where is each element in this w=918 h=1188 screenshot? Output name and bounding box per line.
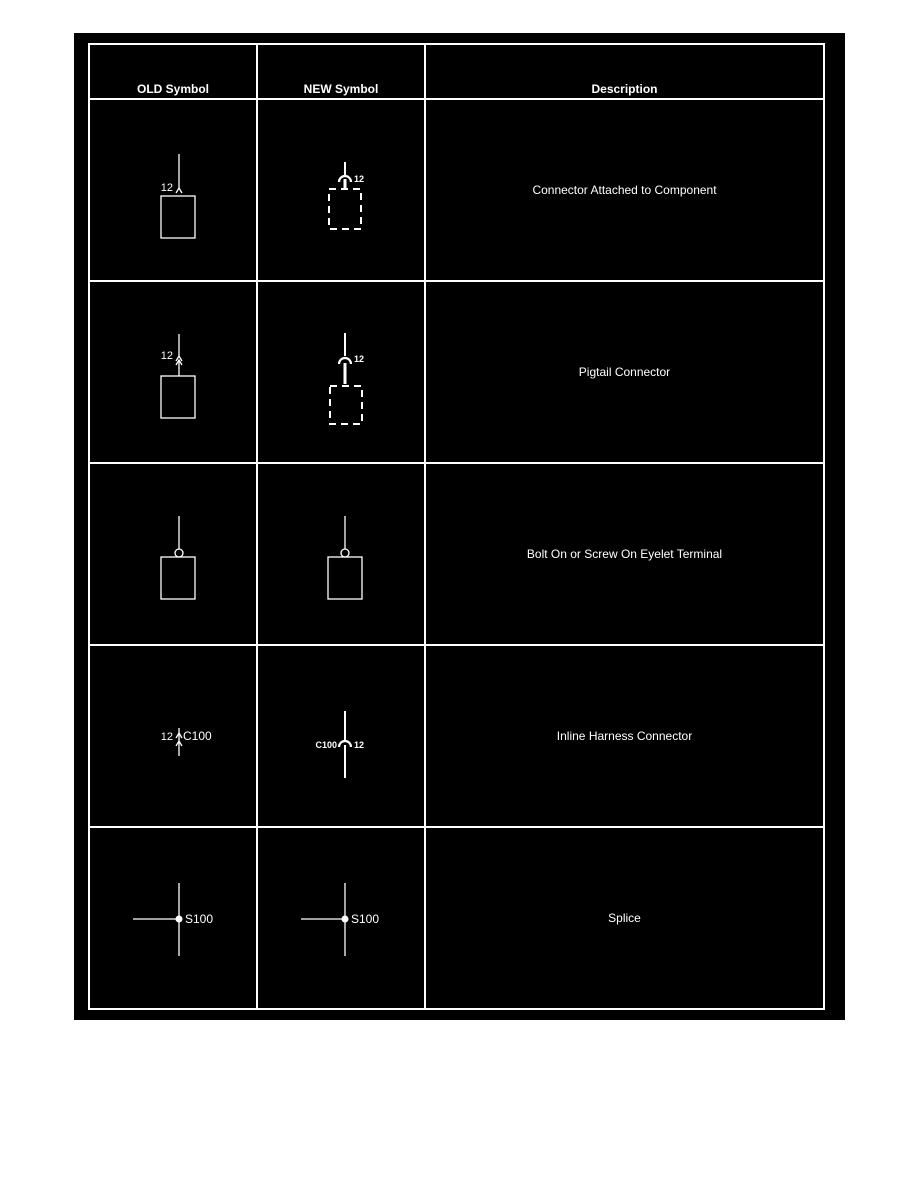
header-row bbox=[89, 44, 824, 99]
old-symbol-cell bbox=[89, 645, 257, 827]
symbol-table-panel bbox=[74, 33, 845, 1020]
splice-id-label: S100 bbox=[351, 912, 380, 926]
eyelet-terminal-old-symbol bbox=[93, 466, 253, 642]
old-symbol-cell bbox=[89, 827, 257, 1009]
inline-harness-old-symbol bbox=[93, 648, 253, 824]
connector-attached-old-symbol bbox=[93, 102, 253, 278]
header-old-symbol: OLD Symbol bbox=[89, 44, 257, 99]
description-cell: Pigtail Connector bbox=[425, 281, 824, 463]
new-symbol-cell bbox=[257, 281, 425, 463]
table-row bbox=[89, 463, 824, 645]
pin-number-label: 12 bbox=[160, 731, 173, 743]
old-symbol-cell bbox=[89, 99, 257, 281]
connector-attached-new-symbol bbox=[261, 102, 421, 278]
table-row bbox=[89, 645, 824, 827]
new-symbol-cell bbox=[257, 645, 425, 827]
new-symbol-cell bbox=[257, 99, 425, 281]
description-cell: Inline Harness Connector bbox=[425, 645, 824, 827]
old-symbol-cell bbox=[89, 281, 257, 463]
table-row bbox=[89, 827, 824, 1009]
description-cell: Splice bbox=[425, 827, 824, 1009]
pin-number-label: 12 bbox=[354, 740, 365, 750]
pin-number-label: 12 bbox=[160, 182, 173, 194]
pin-number-label: 12 bbox=[354, 174, 365, 184]
connector-id-label: C100 bbox=[315, 740, 337, 750]
header-description: Description bbox=[425, 44, 824, 99]
old-symbol-cell bbox=[89, 463, 257, 645]
description-cell: Connector Attached to Component bbox=[425, 99, 824, 281]
eyelet-terminal-new-symbol bbox=[261, 466, 421, 642]
connector-id-label: C100 bbox=[183, 729, 212, 743]
header-new-symbol: NEW Symbol bbox=[257, 44, 425, 99]
pin-number-label: 12 bbox=[160, 350, 173, 362]
splice-new-symbol bbox=[261, 830, 421, 1006]
table-row bbox=[89, 281, 824, 463]
new-symbol-cell bbox=[257, 463, 425, 645]
new-symbol-cell bbox=[257, 827, 425, 1009]
splice-old-symbol bbox=[93, 830, 253, 1006]
pin-number-label: 12 bbox=[354, 354, 365, 364]
table-row bbox=[89, 99, 824, 281]
pigtail-old-symbol bbox=[93, 284, 253, 460]
description-cell: Bolt On or Screw On Eyelet Terminal bbox=[425, 463, 824, 645]
splice-id-label: S100 bbox=[185, 912, 214, 926]
inline-harness-new-symbol bbox=[261, 648, 421, 824]
pigtail-new-symbol bbox=[261, 284, 421, 460]
symbol-table bbox=[88, 43, 825, 1010]
